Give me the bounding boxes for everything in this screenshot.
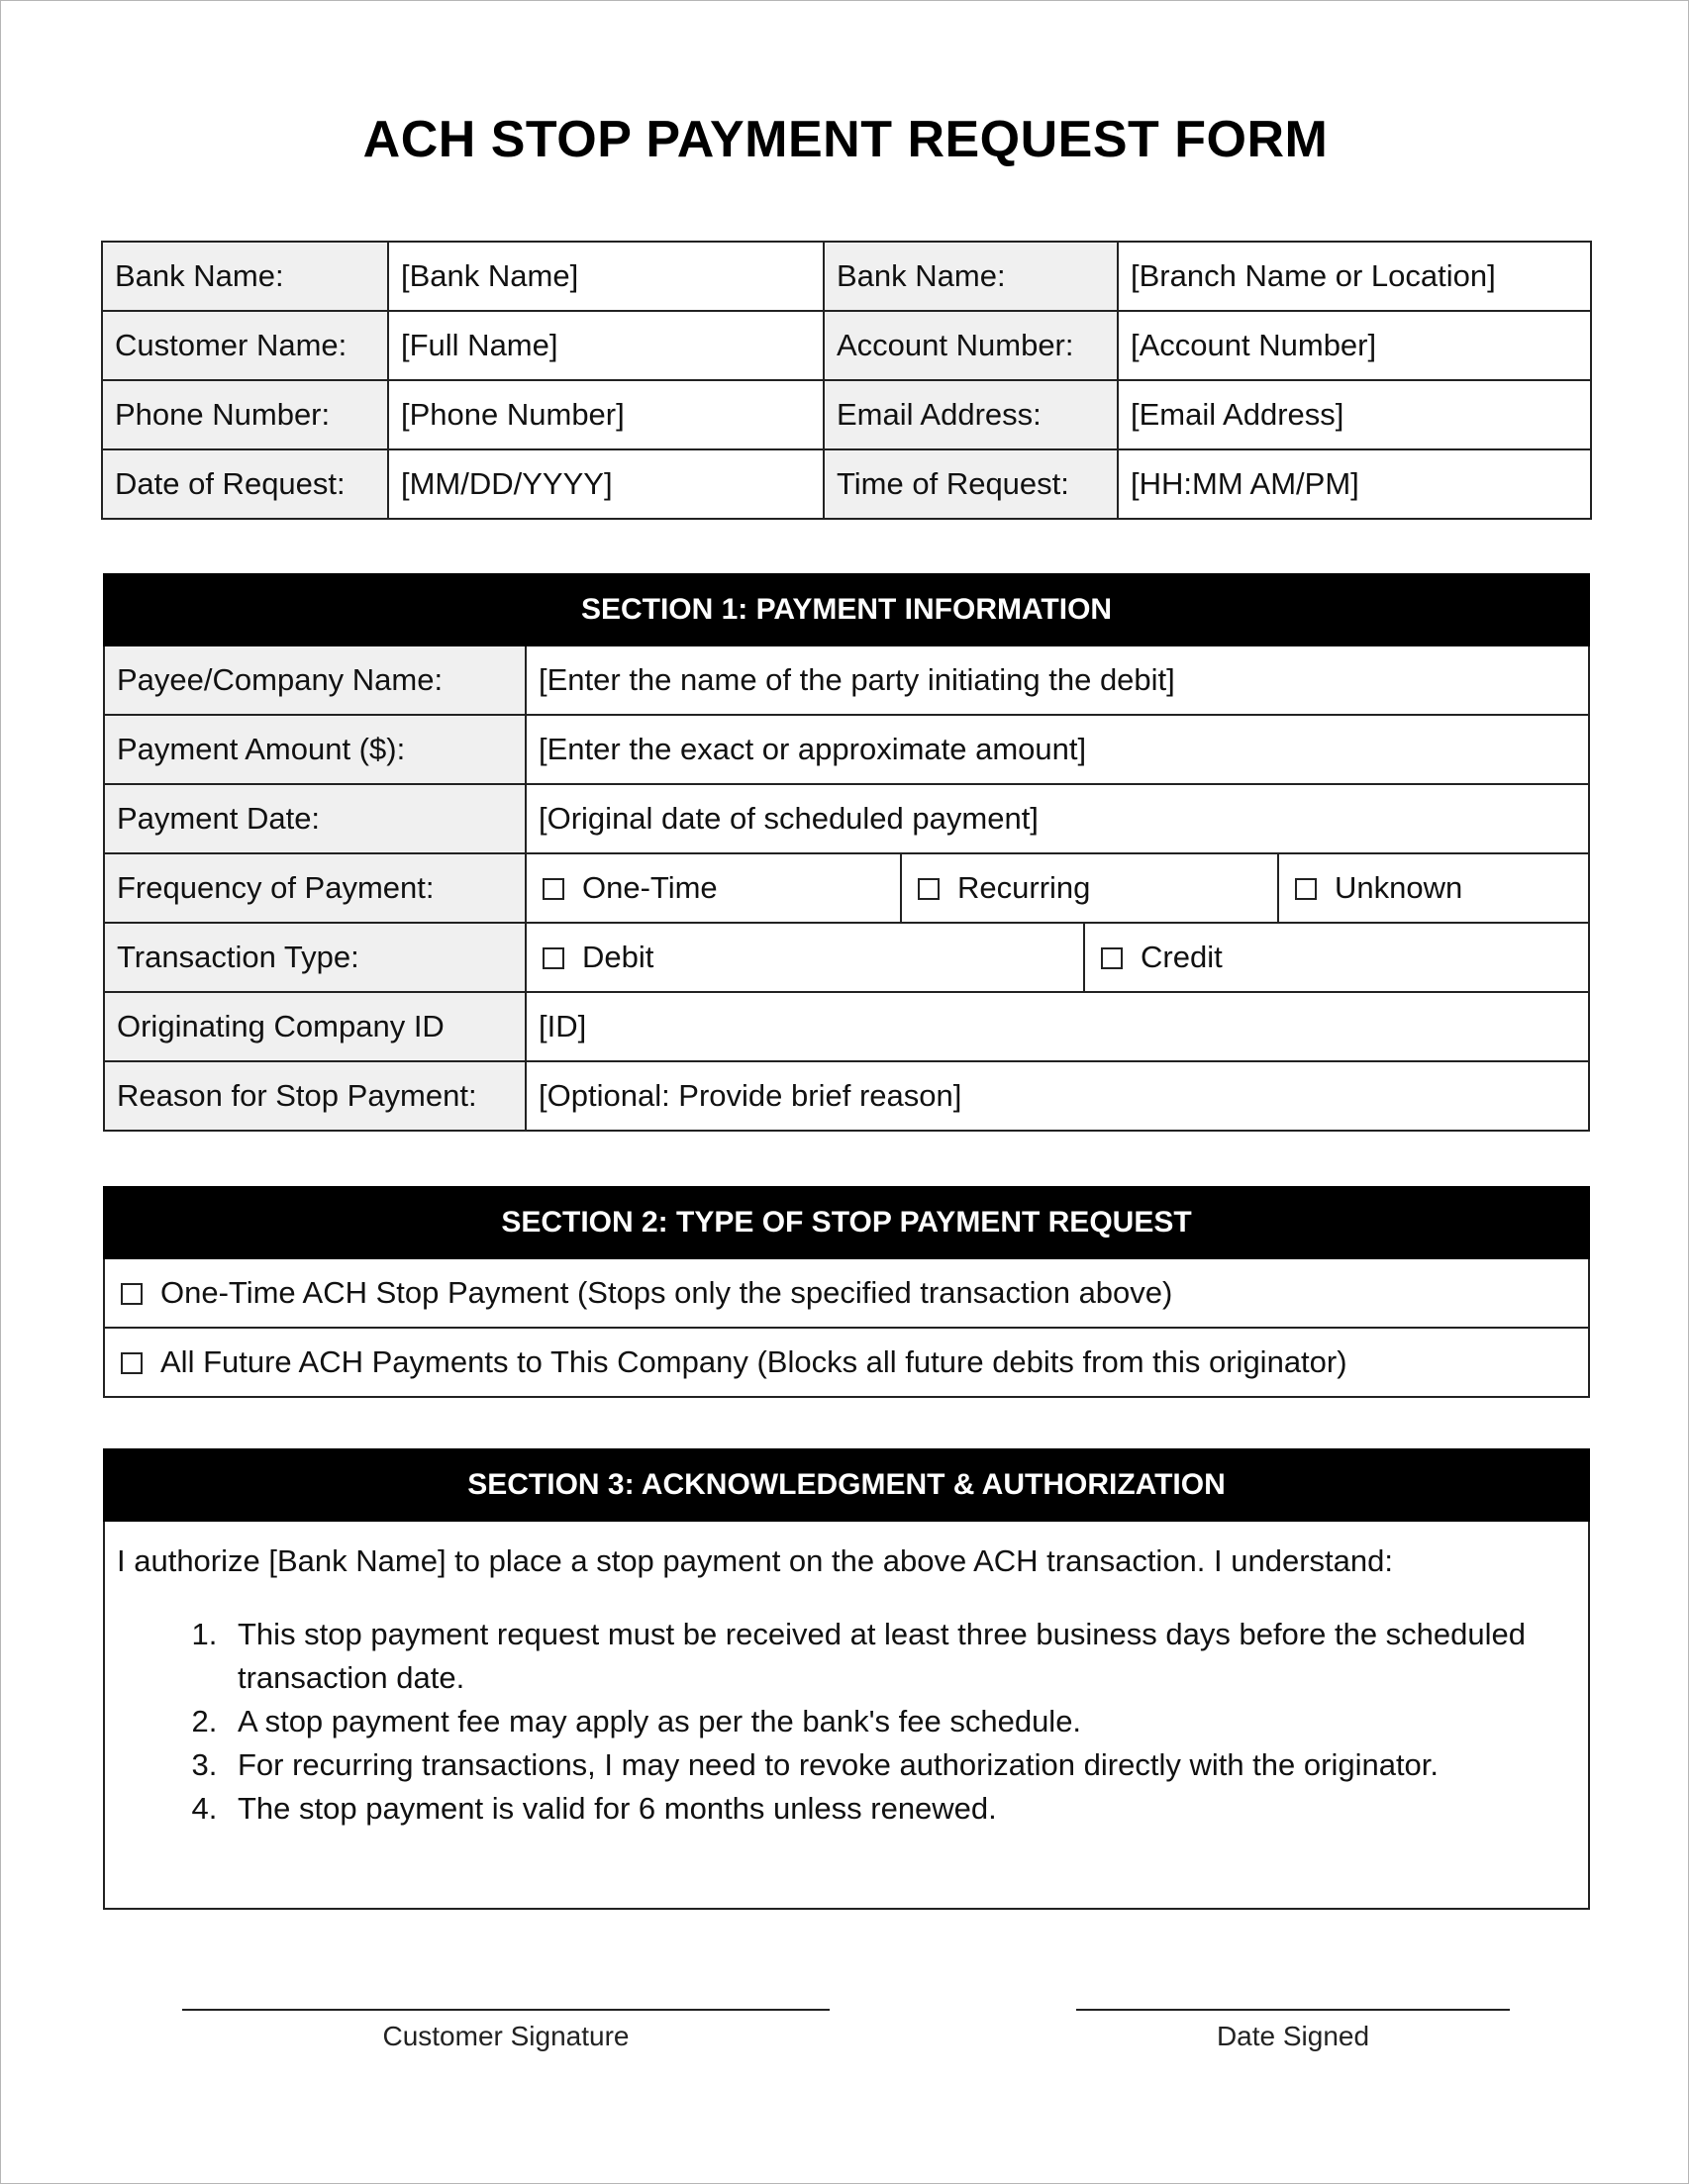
phone-number-label: Phone Number: — [102, 380, 388, 449]
list-item: 3. For recurring transactions, I may need to revoke authorization directly with the originator. — [226, 1743, 1576, 1787]
table-row — [102, 449, 1591, 519]
frequency-unknown-option[interactable] — [1278, 853, 1589, 923]
transaction-type-debit-option[interactable] — [526, 923, 1084, 992]
section-heading-row — [104, 574, 1589, 645]
table-row — [104, 992, 1589, 1061]
payment-amount-label: Payment Amount ($): — [104, 715, 526, 784]
checkbox-icon[interactable] — [121, 1352, 143, 1374]
section-heading-row — [104, 1187, 1589, 1258]
checkbox-icon[interactable] — [543, 878, 564, 900]
frequency-one-time-option[interactable] — [526, 853, 901, 923]
acknowledgment-list — [117, 1613, 1576, 1831]
email-address-label: Email Address: — [824, 380, 1118, 449]
reason-label: Reason for Stop Payment: — [104, 1061, 526, 1131]
table-row — [102, 380, 1591, 449]
section-1-payment-information — [103, 573, 1590, 1132]
date-signed-line[interactable] — [1076, 2009, 1510, 2011]
payee-name-label: Payee/Company Name: — [104, 645, 526, 715]
customer-name-label: Customer Name: — [102, 311, 388, 380]
list-item: 2. A stop payment fee may apply as per the bank's fee schedule. — [226, 1700, 1576, 1743]
checkbox-icon[interactable] — [918, 878, 940, 900]
transaction-type-credit-label: Credit — [1141, 940, 1223, 974]
reason-field[interactable]: [Optional: Provide brief reason] — [526, 1061, 1589, 1131]
section-3-acknowledgment — [103, 1448, 1590, 1910]
table-row — [102, 242, 1591, 311]
customer-signature-label: Customer Signature — [382, 2021, 630, 2051]
date-signed-label: Date Signed — [1216, 2021, 1370, 2051]
payee-name-field[interactable]: [Enter the name of the party initiating the debit] — [526, 645, 1589, 715]
table-row — [104, 1061, 1589, 1131]
checkbox-icon[interactable] — [1295, 878, 1317, 900]
time-of-request-label: Time of Request: — [824, 449, 1118, 519]
checkbox-icon[interactable] — [543, 947, 564, 969]
phone-number-field[interactable]: [Phone Number] — [388, 380, 824, 449]
checkbox-icon[interactable] — [121, 1283, 143, 1305]
section-1-heading: SECTION 1: PAYMENT INFORMATION — [104, 574, 1589, 645]
time-of-request-field[interactable]: [HH:MM AM/PM] — [1118, 449, 1591, 519]
frequency-recurring-label: Recurring — [957, 870, 1091, 905]
section-2-stop-payment-type — [103, 1186, 1590, 1398]
table-row — [104, 1521, 1589, 1909]
branch-name-label: Bank Name: — [824, 242, 1118, 311]
form-title: ACH STOP PAYMENT REQUEST FORM — [362, 111, 1329, 168]
transaction-type-credit-option[interactable] — [1084, 923, 1589, 992]
all-future-stop-label: All Future ACH Payments to This Company (Blocks all future debits from this originator) — [160, 1344, 1347, 1379]
company-id-label: Originating Company ID — [104, 992, 526, 1061]
branch-name-field[interactable]: [Branch Name or Location] — [1118, 242, 1591, 311]
checkbox-icon[interactable] — [1101, 947, 1123, 969]
frequency-unknown-label: Unknown — [1335, 870, 1463, 905]
frequency-one-time-label: One-Time — [582, 870, 718, 905]
all-future-stop-option[interactable] — [104, 1328, 1589, 1397]
section-heading-row — [104, 1449, 1589, 1521]
bank-name-field[interactable]: [Bank Name] — [388, 242, 824, 311]
table-row — [104, 715, 1589, 784]
account-number-field[interactable]: [Account Number] — [1118, 311, 1591, 380]
frequency-label: Frequency of Payment: — [104, 853, 526, 923]
email-address-field[interactable]: [Email Address] — [1118, 380, 1591, 449]
table-row — [104, 645, 1589, 715]
frequency-recurring-option[interactable] — [901, 853, 1278, 923]
table-row — [104, 923, 1589, 992]
transaction-type-debit-label: Debit — [582, 940, 654, 974]
list-item: 1. This stop payment request must be received at least three business days before the scheduled transaction date. — [226, 1613, 1576, 1700]
one-time-stop-label: One-Time ACH Stop Payment (Stops only the specified transaction above) — [160, 1275, 1173, 1310]
date-of-request-label: Date of Request: — [102, 449, 388, 519]
header-info-table — [101, 241, 1592, 520]
section-3-heading: SECTION 3: ACKNOWLEDGMENT & AUTHORIZATION — [104, 1449, 1589, 1521]
company-id-field[interactable]: [ID] — [526, 992, 1589, 1061]
list-item: 4. The stop payment is valid for 6 months unless renewed. — [226, 1787, 1576, 1831]
acknowledgment-body — [104, 1521, 1589, 1909]
table-row — [104, 1328, 1589, 1397]
one-time-stop-option[interactable] — [104, 1258, 1589, 1328]
transaction-type-label: Transaction Type: — [104, 923, 526, 992]
date-of-request-field[interactable]: [MM/DD/YYYY] — [388, 449, 824, 519]
authorization-intro: I authorize [Bank Name] to place a stop payment on the above ACH transaction. I understand: — [117, 1543, 1393, 1578]
payment-date-label: Payment Date: — [104, 784, 526, 853]
bank-name-label: Bank Name: — [102, 242, 388, 311]
payment-amount-field[interactable]: [Enter the exact or approximate amount] — [526, 715, 1589, 784]
table-row — [104, 784, 1589, 853]
customer-signature-line[interactable] — [182, 2009, 830, 2011]
account-number-label: Account Number: — [824, 311, 1118, 380]
payment-date-field[interactable]: [Original date of scheduled payment] — [526, 784, 1589, 853]
table-row — [102, 311, 1591, 380]
customer-name-field[interactable]: [Full Name] — [388, 311, 824, 380]
table-row — [104, 1258, 1589, 1328]
section-2-heading: SECTION 2: TYPE OF STOP PAYMENT REQUEST — [104, 1187, 1589, 1258]
table-row — [104, 853, 1589, 923]
